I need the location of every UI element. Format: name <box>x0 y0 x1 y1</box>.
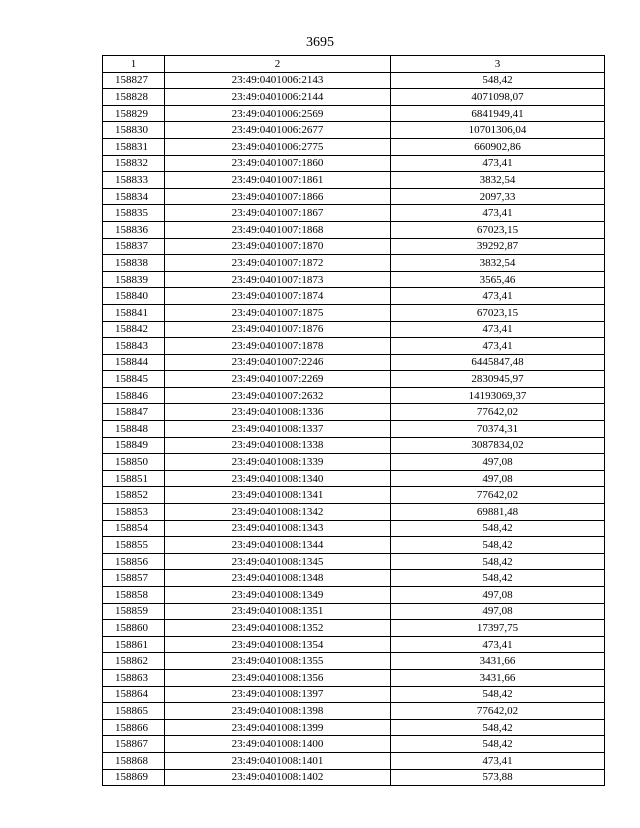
cadastral-number-cell: 23:49:0401007:1872 <box>165 255 391 272</box>
cadastral-number-cell: 23:49:0401008:1399 <box>165 719 391 736</box>
cadastral-number-cell: 23:49:0401008:1401 <box>165 752 391 769</box>
value-cell: 548,42 <box>391 719 605 736</box>
row-number-cell: 158864 <box>103 686 165 703</box>
row-number-cell: 158843 <box>103 338 165 355</box>
cadastral-number-cell: 23:49:0401007:1860 <box>165 155 391 172</box>
table-row <box>103 89 605 106</box>
row-number-cell: 158835 <box>103 205 165 222</box>
cadastral-number-cell: 23:49:0401006:2569 <box>165 105 391 122</box>
value-cell: 2097,33 <box>391 188 605 205</box>
value-cell: 473,41 <box>391 205 605 222</box>
value-cell: 473,41 <box>391 752 605 769</box>
row-number-cell: 158836 <box>103 221 165 238</box>
row-number-cell: 158827 <box>103 72 165 89</box>
row-number-cell: 158840 <box>103 288 165 305</box>
value-cell: 77642,02 <box>391 703 605 720</box>
cadastral-number-cell: 23:49:0401007:1876 <box>165 321 391 338</box>
value-cell: 6841949,41 <box>391 105 605 122</box>
header-row <box>103 56 605 73</box>
row-number-cell: 158834 <box>103 188 165 205</box>
table-row <box>103 321 605 338</box>
table-row <box>103 752 605 769</box>
column-header-1: 1 <box>103 56 165 73</box>
cadastral-number-cell: 23:49:0401008:1337 <box>165 421 391 438</box>
row-number-cell: 158861 <box>103 636 165 653</box>
cadastral-number-cell: 23:49:0401007:1868 <box>165 221 391 238</box>
table-row <box>103 138 605 155</box>
cadastral-number-cell: 23:49:0401008:1402 <box>165 769 391 786</box>
cadastral-number-cell: 23:49:0401006:2775 <box>165 138 391 155</box>
value-cell: 10701306,04 <box>391 122 605 139</box>
cadastral-number-cell: 23:49:0401008:1344 <box>165 537 391 554</box>
value-cell: 3565,46 <box>391 271 605 288</box>
table-row <box>103 304 605 321</box>
cadastral-number-cell: 23:49:0401007:2632 <box>165 387 391 404</box>
cadastral-number-cell: 23:49:0401008:1355 <box>165 653 391 670</box>
cadastral-number-cell: 23:49:0401008:1343 <box>165 520 391 537</box>
cadastral-number-cell: 23:49:0401008:1336 <box>165 404 391 421</box>
cadastral-number-cell: 23:49:0401008:1341 <box>165 487 391 504</box>
table-row <box>103 172 605 189</box>
value-cell: 473,41 <box>391 321 605 338</box>
cadastral-number-cell: 23:49:0401008:1348 <box>165 570 391 587</box>
value-cell: 69881,48 <box>391 504 605 521</box>
row-number-cell: 158868 <box>103 752 165 769</box>
cadastral-number-cell: 23:49:0401006:2677 <box>165 122 391 139</box>
cadastral-number-cell: 23:49:0401008:1397 <box>165 686 391 703</box>
row-number-cell: 158866 <box>103 719 165 736</box>
page-number: 3695 <box>306 35 334 50</box>
row-number-cell: 158851 <box>103 470 165 487</box>
cadastral-number-cell: 23:49:0401008:1349 <box>165 587 391 604</box>
table-row <box>103 769 605 786</box>
table-row <box>103 188 605 205</box>
value-cell: 497,08 <box>391 470 605 487</box>
row-number-cell: 158852 <box>103 487 165 504</box>
row-number-cell: 158859 <box>103 603 165 620</box>
row-number-cell: 158858 <box>103 587 165 604</box>
row-number-cell: 158849 <box>103 437 165 454</box>
row-number-cell: 158838 <box>103 255 165 272</box>
cadastral-number-cell: 23:49:0401008:1356 <box>165 669 391 686</box>
value-cell: 77642,02 <box>391 487 605 504</box>
table-row <box>103 387 605 404</box>
value-cell: 4071098,07 <box>391 89 605 106</box>
cadastral-number-cell: 23:49:0401008:1340 <box>165 470 391 487</box>
table-row <box>103 504 605 521</box>
value-cell: 497,08 <box>391 587 605 604</box>
table-row <box>103 205 605 222</box>
value-cell: 548,42 <box>391 72 605 89</box>
cadastral-number-cell: 23:49:0401007:1867 <box>165 205 391 222</box>
cadastral-number-cell: 23:49:0401008:1342 <box>165 504 391 521</box>
cadastral-number-cell: 23:49:0401008:1351 <box>165 603 391 620</box>
value-cell: 2830945,97 <box>391 371 605 388</box>
table-header <box>103 56 605 73</box>
cadastral-number-cell: 23:49:0401007:1878 <box>165 338 391 355</box>
table-row <box>103 686 605 703</box>
table-row <box>103 155 605 172</box>
value-cell: 473,41 <box>391 636 605 653</box>
row-number-cell: 158847 <box>103 404 165 421</box>
table-row <box>103 603 605 620</box>
column-header-2: 2 <box>165 56 391 73</box>
row-number-cell: 158830 <box>103 122 165 139</box>
table-row <box>103 255 605 272</box>
value-cell: 473,41 <box>391 338 605 355</box>
table-row <box>103 72 605 89</box>
value-cell: 3832,54 <box>391 255 605 272</box>
value-cell: 548,42 <box>391 537 605 554</box>
cadastral-number-cell: 23:49:0401008:1352 <box>165 620 391 637</box>
table-row <box>103 669 605 686</box>
cadastral-number-cell: 23:49:0401008:1339 <box>165 454 391 471</box>
row-number-cell: 158846 <box>103 387 165 404</box>
table-row <box>103 454 605 471</box>
value-cell: 548,42 <box>391 520 605 537</box>
value-cell: 473,41 <box>391 288 605 305</box>
row-number-cell: 158853 <box>103 504 165 521</box>
table-row <box>103 570 605 587</box>
table-row <box>103 288 605 305</box>
row-number-cell: 158845 <box>103 371 165 388</box>
value-cell: 497,08 <box>391 603 605 620</box>
value-cell: 77642,02 <box>391 404 605 421</box>
row-number-cell: 158831 <box>103 138 165 155</box>
table-row <box>103 620 605 637</box>
row-number-cell: 158863 <box>103 669 165 686</box>
row-number-cell: 158862 <box>103 653 165 670</box>
value-cell: 70374,31 <box>391 421 605 438</box>
cadastral-number-cell: 23:49:0401007:1870 <box>165 238 391 255</box>
row-number-cell: 158857 <box>103 570 165 587</box>
cadastral-number-cell: 23:49:0401007:1875 <box>165 304 391 321</box>
row-number-cell: 158867 <box>103 736 165 753</box>
cadastral-number-cell: 23:49:0401007:2246 <box>165 354 391 371</box>
row-number-cell: 158856 <box>103 553 165 570</box>
row-number-cell: 158828 <box>103 89 165 106</box>
value-cell: 67023,15 <box>391 304 605 321</box>
table-row <box>103 487 605 504</box>
table-row <box>103 520 605 537</box>
value-cell: 497,08 <box>391 454 605 471</box>
row-number-cell: 158841 <box>103 304 165 321</box>
table-row <box>103 105 605 122</box>
cadastral-number-cell: 23:49:0401007:2269 <box>165 371 391 388</box>
table-row <box>103 371 605 388</box>
table-row <box>103 437 605 454</box>
value-cell: 67023,15 <box>391 221 605 238</box>
data-table <box>102 55 605 786</box>
row-number-cell: 158837 <box>103 238 165 255</box>
cadastral-number-cell: 23:49:0401008:1400 <box>165 736 391 753</box>
row-number-cell: 158839 <box>103 271 165 288</box>
row-number-cell: 158833 <box>103 172 165 189</box>
value-cell: 548,42 <box>391 570 605 587</box>
value-cell: 3431,66 <box>391 669 605 686</box>
value-cell: 6445847,48 <box>391 354 605 371</box>
table-row <box>103 404 605 421</box>
table-row <box>103 470 605 487</box>
cadastral-number-cell: 23:49:0401006:2144 <box>165 89 391 106</box>
row-number-cell: 158865 <box>103 703 165 720</box>
row-number-cell: 158842 <box>103 321 165 338</box>
table-row <box>103 338 605 355</box>
table-row <box>103 703 605 720</box>
value-cell: 3087834,02 <box>391 437 605 454</box>
row-number-cell: 158829 <box>103 105 165 122</box>
cadastral-number-cell: 23:49:0401008:1398 <box>165 703 391 720</box>
table-row <box>103 719 605 736</box>
table-row <box>103 271 605 288</box>
table-row <box>103 553 605 570</box>
row-number-cell: 158869 <box>103 769 165 786</box>
value-cell: 39292,87 <box>391 238 605 255</box>
value-cell: 548,42 <box>391 686 605 703</box>
row-number-cell: 158832 <box>103 155 165 172</box>
table-row <box>103 354 605 371</box>
row-number-cell: 158848 <box>103 421 165 438</box>
table-row <box>103 221 605 238</box>
row-number-cell: 158860 <box>103 620 165 637</box>
table-row <box>103 636 605 653</box>
table-row <box>103 587 605 604</box>
row-number-cell: 158850 <box>103 454 165 471</box>
cadastral-number-cell: 23:49:0401007:1861 <box>165 172 391 189</box>
value-cell: 660902,86 <box>391 138 605 155</box>
cadastral-number-cell: 23:49:0401008:1345 <box>165 553 391 570</box>
table-row <box>103 537 605 554</box>
cadastral-number-cell: 23:49:0401007:1866 <box>165 188 391 205</box>
value-cell: 3431,66 <box>391 653 605 670</box>
table-row <box>103 653 605 670</box>
value-cell: 3832,54 <box>391 172 605 189</box>
table-body <box>103 72 605 786</box>
cadastral-number-cell: 23:49:0401008:1354 <box>165 636 391 653</box>
table-row <box>103 736 605 753</box>
cadastral-number-cell: 23:49:0401007:1874 <box>165 288 391 305</box>
row-number-cell: 158855 <box>103 537 165 554</box>
value-cell: 17397,75 <box>391 620 605 637</box>
row-number-cell: 158844 <box>103 354 165 371</box>
cadastral-number-cell: 23:49:0401008:1338 <box>165 437 391 454</box>
row-number-cell: 158854 <box>103 520 165 537</box>
value-cell: 573,88 <box>391 769 605 786</box>
value-cell: 14193069,37 <box>391 387 605 404</box>
column-header-3: 3 <box>391 56 605 73</box>
value-cell: 548,42 <box>391 553 605 570</box>
value-cell: 548,42 <box>391 736 605 753</box>
cadastral-number-cell: 23:49:0401006:2143 <box>165 72 391 89</box>
value-cell: 473,41 <box>391 155 605 172</box>
cadastral-number-cell: 23:49:0401007:1873 <box>165 271 391 288</box>
table-row <box>103 238 605 255</box>
table-row <box>103 421 605 438</box>
table-row <box>103 122 605 139</box>
